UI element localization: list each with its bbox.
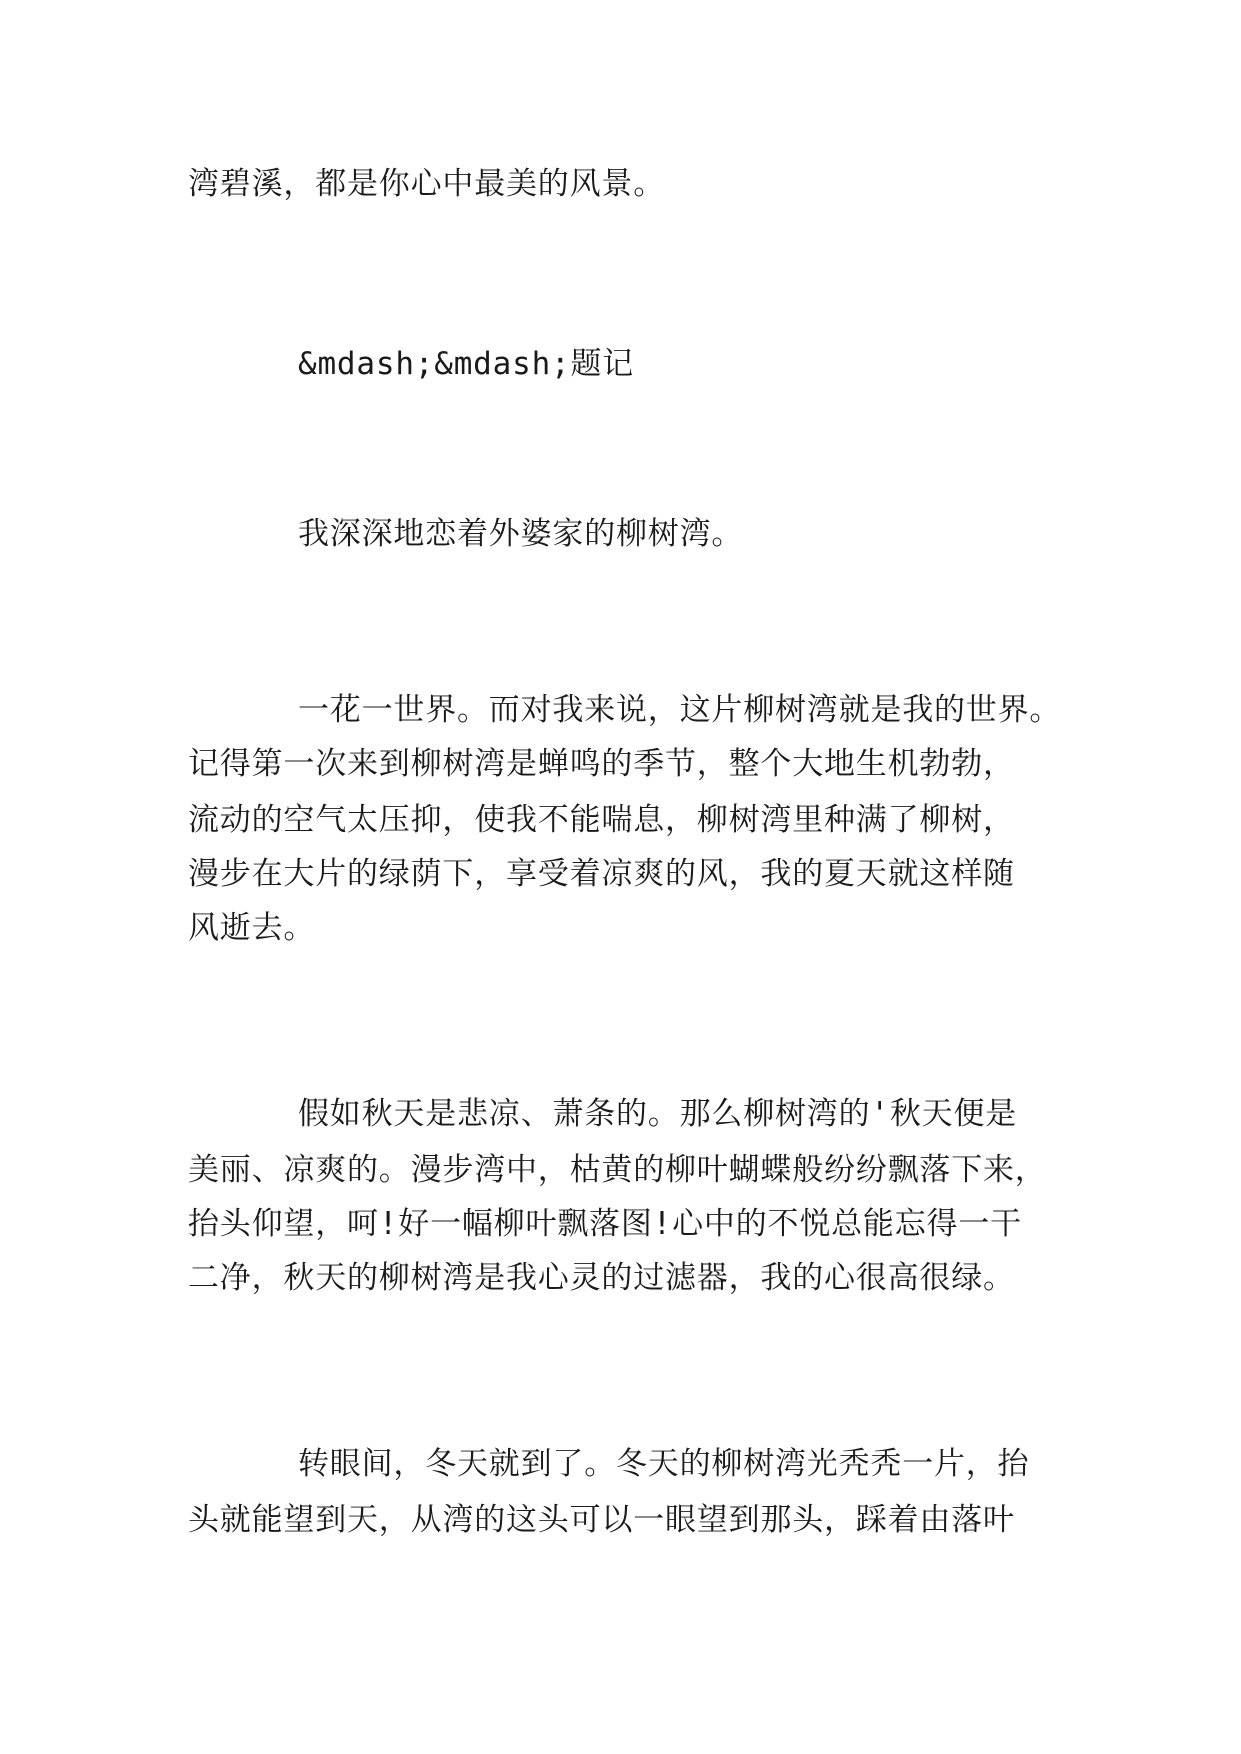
paragraph-line: 漫步在大片的绿荫下，享受着凉爽的风，我的夏天就这样随 (188, 856, 1015, 892)
paragraph-line: 一花一世界。而对我来说，这片柳树湾就是我的世界。 (298, 692, 1062, 728)
paragraph-line: 头就能望到天，从湾的这头可以一眼望到那头，踩着由落叶 (188, 1502, 1015, 1538)
paragraph-line: 我深深地恋着外婆家的柳树湾。 (298, 516, 744, 552)
epigraph-attribution: &mdash;&mdash;题记 (298, 346, 635, 382)
paragraph-line: 二净，秋天的柳树湾是我心灵的过滤器，我的心很高很绿。 (188, 1260, 1015, 1296)
paragraph-line: 抬头仰望，呵!好一幅柳叶飘落图!心中的不悦总能忘得一干 (188, 1206, 1022, 1242)
paragraph-line: 假如秋天是悲凉、萧条的。那么柳树湾的'秋天便是 (298, 1096, 1018, 1132)
paragraph-line: 转眼间，冬天就到了。冬天的柳树湾光秃秃一片，抬 (298, 1446, 1030, 1482)
paragraph-line: 风逝去。 (188, 910, 316, 946)
paragraph-line: 记得第一次来到柳树湾是蝉鸣的季节，整个大地生机勃勃， (188, 746, 1015, 782)
paragraph-line: 流动的空气太压抑，使我不能喘息，柳树湾里种满了柳树， (188, 802, 1015, 838)
paragraph-continuation-line: 湾碧溪，都是你心中最美的风景。 (188, 166, 665, 202)
paragraph-line: 美丽、凉爽的。漫步湾中，枯黄的柳叶蝴蝶般纷纷飘落下来， (188, 1152, 1047, 1188)
